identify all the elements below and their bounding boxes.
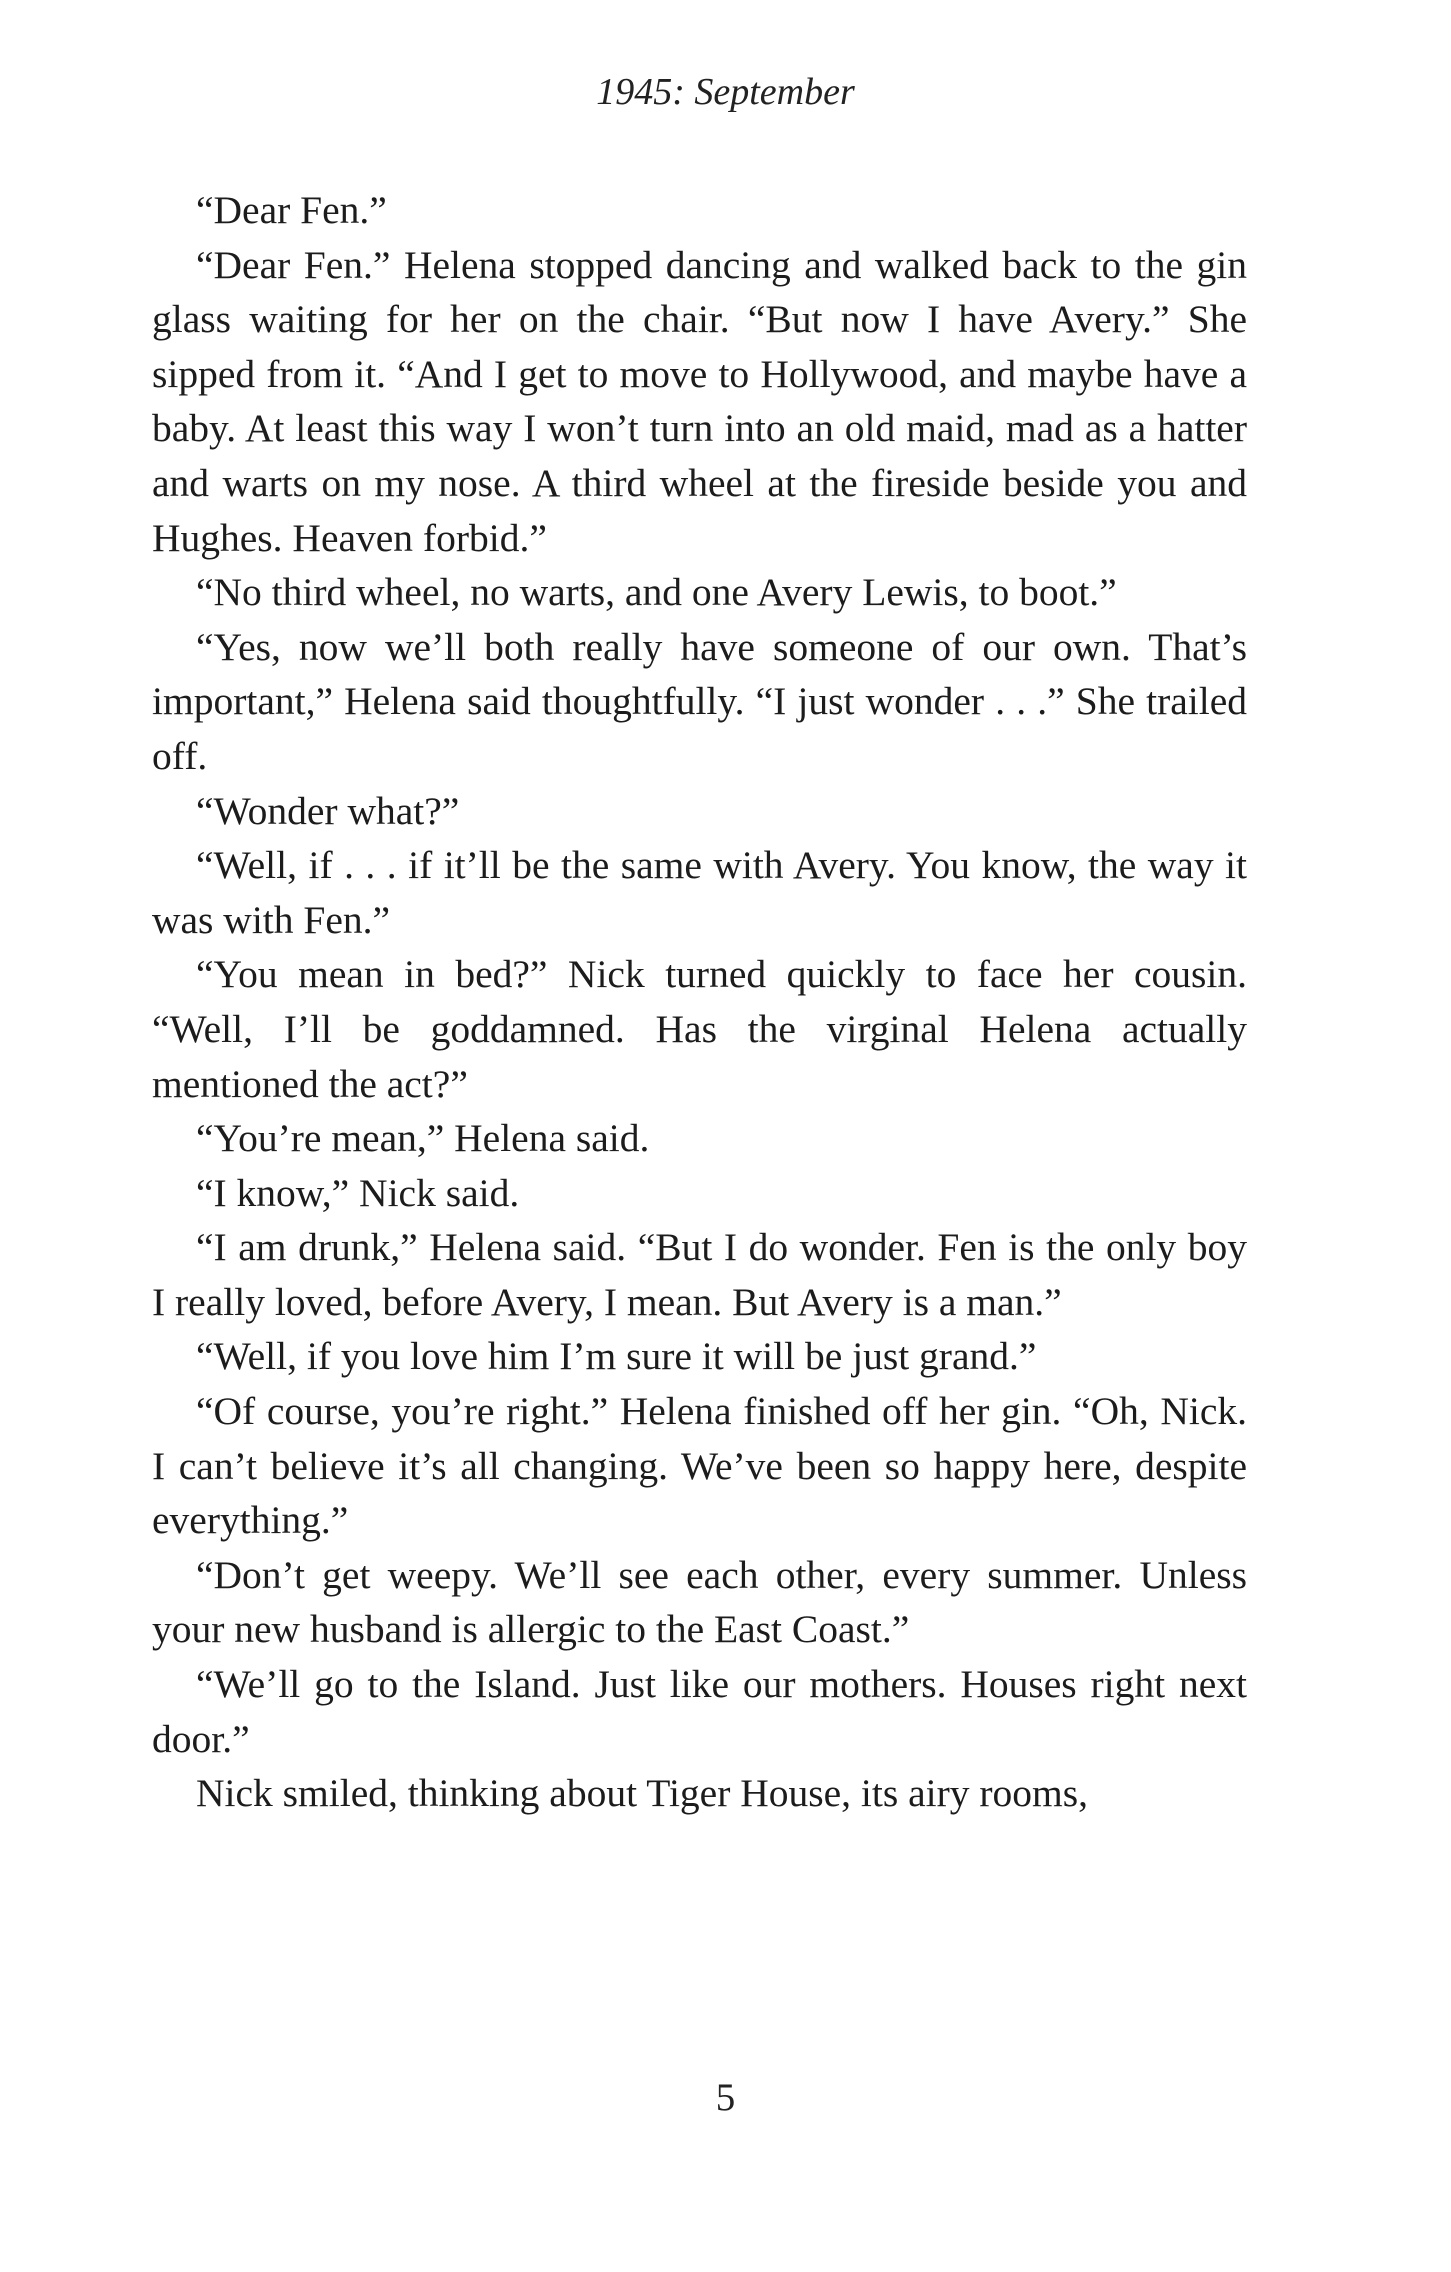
running-head: 1945: September <box>596 71 855 113</box>
page-number: 5 <box>715 2076 736 2119</box>
paragraph: “We’ll go to the Island. Just like our mothers. Houses right next door.” <box>152 1662 1247 1761</box>
paragraph: “Don’t get weepy. We’ll see each other, every summer. Unless your new husband is allergic to the East Coast.” <box>152 1552 1247 1652</box>
paragraph: “You’re mean,” Helena said. <box>196 1116 650 1161</box>
body-text <box>152 183 1247 1821</box>
paragraph: “No third wheel, no warts, and one Avery Lewis, to boot.” <box>196 570 1117 615</box>
paragraph: “Dear Fen.” Helena stopped dancing and walked back to the gin glass waiting for her on the chair. “But now I have Avery.” She sipped from it. “And I get to move to Hollywood, and maybe have a baby. At least this way I won’t turn into an old maid, mad as a hatter and warts on my nose. A third wheel at the fireside beside you and Hughes. Heaven forbid.” <box>152 242 1247 560</box>
paragraph: Nick smiled, thinking about Tiger House, its airy rooms, <box>196 1771 1089 1816</box>
paragraph: “Well, if . . . if it’ll be the same with Avery. You know, the way it was with Fen.” <box>152 843 1247 942</box>
paragraph: “Dear Fen.” <box>196 188 387 232</box>
paragraph: “I am drunk,” Helena said. “But I do wonder. Fen is the only boy I really loved, before Avery, I mean. But Avery is a man.” <box>152 1225 1247 1324</box>
paragraph: “Yes, now we’ll both really have someone of our own. That’s important,” Helena said thoughtfully. “I just wonder . . .” She trailed off. <box>152 624 1247 778</box>
paragraph: “Wonder what?” <box>196 788 460 833</box>
paragraph: “You mean in bed?” Nick turned quickly to face her cousin. “Well, I’ll be goddamned. Has the virginal Helena actually mentioned the act?” <box>152 952 1247 1106</box>
paragraph: “Well, if you love him I’m sure it will be just grand.” <box>196 1334 1037 1379</box>
paragraph: “Of course, you’re right.” Helena finished off her gin. “Oh, Nick. I can’t believe it’s all changing. We’ve been so happy here, despite everything.” <box>152 1389 1247 1543</box>
paragraph: “I know,” Nick said. <box>196 1170 520 1215</box>
